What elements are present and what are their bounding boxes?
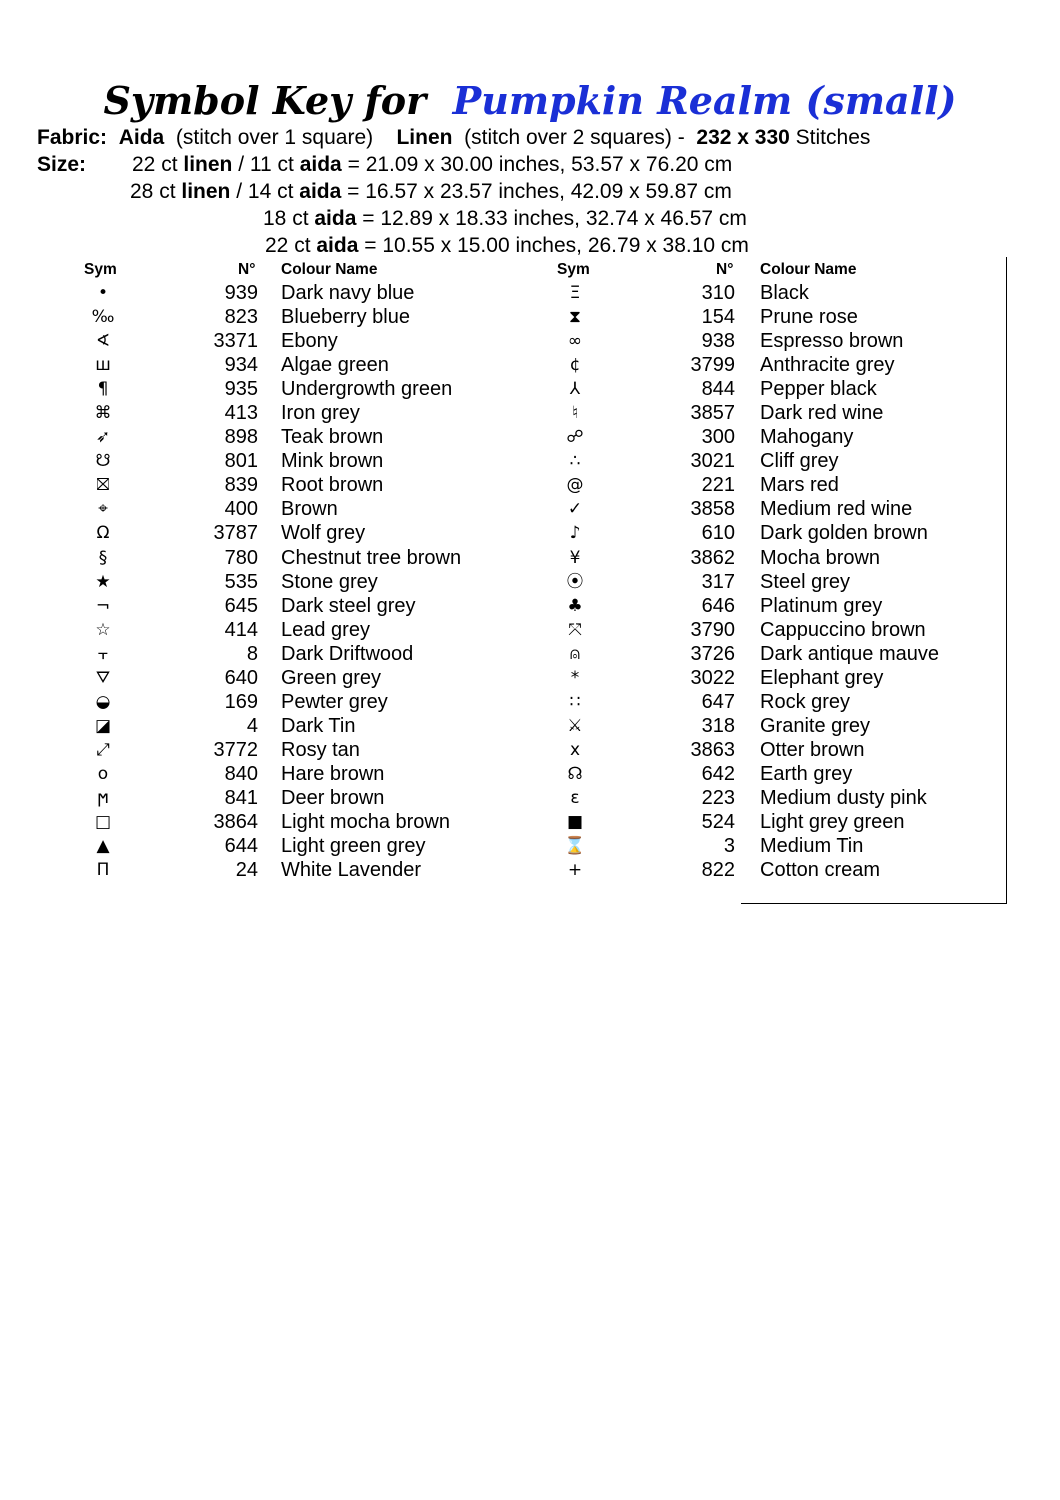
colour-name-cell: Ebony [281, 330, 338, 353]
symbol-cell: ⌘ [94, 403, 112, 424]
thread-number-cell: 413 [224, 402, 258, 425]
colour-name-cell: Dark golden brown [760, 522, 928, 545]
page-title [0, 78, 1060, 124]
size-count: 22 ct [265, 234, 311, 257]
thread-number-cell: 822 [701, 859, 735, 882]
colour-name-cell: Blueberry blue [281, 306, 410, 329]
colour-name-cell: Medium red wine [760, 498, 913, 521]
symbol-cell: ∷ [569, 691, 581, 712]
fabric-linen-note: (stitch over 2 squares) - [464, 126, 685, 149]
colour-name-cell: Medium Tin [760, 835, 864, 858]
symbol-cell: ☍ [566, 427, 584, 448]
symbol-cell: ⌛ [564, 836, 586, 857]
table-row [0, 858, 1000, 882]
symbol-cell: ¥ [569, 547, 581, 568]
size-count: 22 ct [132, 153, 178, 176]
thread-number-cell: 647 [701, 690, 735, 713]
symbol-cell: ➶ [95, 427, 111, 448]
symbol-cell: ∢ [95, 331, 111, 352]
thread-number-cell: 640 [224, 666, 258, 689]
colour-name-cell: Cliff grey [760, 450, 839, 473]
symbol-cell: ⤧ [568, 619, 582, 640]
thread-number-cell: 823 [224, 306, 258, 329]
thread-number-cell: 3857 [690, 402, 735, 425]
table-row [0, 642, 1000, 666]
symbol-cell: Ξ [569, 283, 581, 303]
header-sym: Sym [84, 261, 117, 278]
thread-number-cell: 24 [235, 859, 258, 882]
table-row [0, 377, 1000, 401]
colour-name-cell: Dark red wine [760, 402, 884, 425]
colour-name-cell: Green grey [281, 666, 382, 689]
colour-name-cell: Undergrowth green [281, 378, 453, 401]
colour-name-cell: Prune rose [760, 306, 858, 329]
size-fabric: linen [181, 180, 231, 203]
thread-number-cell: 646 [701, 594, 735, 617]
symbol-cell: ★ [95, 571, 111, 592]
symbol-cell: ☊ [567, 763, 583, 784]
thread-number-cell: 300 [701, 426, 735, 449]
thread-number-cell: 938 [701, 330, 735, 353]
symbol-cell: ⛝ [96, 475, 110, 496]
thread-number-cell: 644 [224, 835, 258, 858]
table-row [0, 786, 1000, 810]
size-count: / 14 ct [236, 180, 294, 203]
symbol-cell: ☋ [95, 451, 111, 472]
thread-number-cell: 3 [723, 835, 735, 858]
thread-number-cell: 8 [246, 642, 258, 665]
symbol-cell: ◒ [95, 691, 111, 712]
thread-number-cell: 400 [224, 498, 258, 521]
symbol-cell: ⚔ [567, 715, 583, 736]
table-row [0, 618, 1000, 642]
size-row [263, 206, 747, 232]
colour-name-cell: Pepper black [760, 378, 877, 401]
thread-number-cell: 801 [224, 450, 258, 473]
table-row [0, 546, 1000, 570]
table-row [0, 329, 1000, 353]
colour-name-cell: Light green grey [281, 835, 426, 858]
table-header [0, 259, 1000, 281]
size-dimensions: = 16.57 x 23.57 inches, 42.09 x 59.87 cm [347, 180, 732, 203]
thread-number-cell: 3371 [213, 330, 258, 353]
table-row [0, 834, 1000, 858]
header-number: N° [716, 261, 734, 278]
table-row [0, 762, 1000, 786]
colour-name-cell: Otter brown [760, 738, 865, 761]
size-count: 18 ct [263, 207, 309, 230]
size-row [265, 233, 749, 259]
thread-number-cell: 414 [224, 618, 258, 641]
colour-name-cell: Chestnut tree brown [281, 546, 462, 569]
symbol-cell: ¶ [97, 379, 109, 400]
colour-name-cell: Stone grey [281, 570, 378, 593]
thread-number-cell: 642 [701, 762, 735, 785]
colour-name-cell: Dark Driftwood [281, 642, 414, 665]
thread-number-cell: 3799 [690, 354, 735, 377]
size-dimensions: = 21.09 x 30.00 inches, 53.57 x 76.20 cm [347, 153, 733, 176]
symbol-cell: Π [96, 860, 110, 881]
size-fabric: aida [299, 153, 342, 176]
colour-name-cell: Brown [281, 498, 338, 521]
size-count: 28 ct [130, 180, 176, 203]
thread-number-cell: 610 [701, 522, 735, 545]
colour-name-cell: Dark steel grey [281, 594, 416, 617]
colour-name-cell: Light mocha brown [281, 811, 450, 834]
table-row [0, 353, 1000, 377]
symbol-cell: ⍝ [569, 643, 581, 664]
colour-name-cell: Iron grey [281, 402, 360, 425]
table-body-right [0, 281, 1000, 882]
colour-name-cell: Hare brown [281, 762, 385, 785]
colour-name-cell: Dark navy blue [281, 282, 415, 304]
symbol-cell: Ω [96, 523, 110, 544]
pattern-name: Pumpkin Realm (small) [452, 78, 957, 123]
header-sym: Sym [557, 261, 590, 278]
symbol-cell: ⌖ [98, 499, 108, 520]
symbol-cell: @ [566, 475, 584, 496]
thread-number-cell: 221 [701, 474, 735, 497]
colour-name-cell: Cotton cream [760, 859, 881, 882]
thread-number-cell: 4 [246, 714, 258, 737]
symbol-cell: ¢ [569, 355, 581, 376]
symbol-cell: • [97, 283, 109, 303]
colour-name-cell: Steel grey [760, 570, 851, 593]
colour-name-cell: White Lavender [281, 859, 422, 882]
size-fabric: aida [316, 234, 359, 257]
symbol-cell: ⅄ [569, 379, 581, 400]
table-row [0, 570, 1000, 594]
thread-number-cell: 223 [701, 786, 735, 809]
symbol-cell: ■ [566, 812, 584, 833]
size-row [130, 179, 732, 205]
thread-number-cell: 3863 [690, 738, 735, 761]
symbol-cell: ɛ [570, 787, 580, 808]
table-border-right [1006, 257, 1007, 904]
table-row [0, 305, 1000, 329]
symbol-cell: ⦿ [566, 571, 584, 592]
table-row [0, 594, 1000, 618]
table-row [0, 473, 1000, 497]
symbol-cell: x [569, 739, 581, 760]
table-row [0, 666, 1000, 690]
symbol-cell: ‰ [91, 307, 115, 328]
table-row [0, 714, 1000, 738]
colour-name-cell: Teak brown [281, 426, 384, 449]
thread-number-cell: 934 [224, 354, 258, 377]
colour-name-cell: Lead grey [281, 618, 370, 641]
fabric-aida-note: (stitch over 1 square) [175, 126, 374, 149]
symbol-cell: ♮ [571, 403, 579, 424]
stitch-count: 232 x 330 [696, 126, 790, 149]
thread-number-cell: 169 [224, 690, 258, 713]
colour-name-cell: Mink brown [281, 450, 384, 473]
table-row [0, 690, 1000, 714]
symbol-cell: ¬ [95, 595, 111, 616]
size-fabric: aida [314, 207, 357, 230]
title-prefix: Symbol Key for [103, 78, 427, 123]
colour-name-cell: Pewter grey [281, 690, 388, 713]
size-count: / 11 ct [238, 153, 294, 176]
colour-name-cell: Earth grey [760, 762, 853, 785]
thread-number-cell: 535 [224, 570, 258, 593]
colour-name-cell: Root brown [281, 474, 384, 497]
symbol-cell: ∴ [569, 451, 581, 472]
table-row [0, 449, 1000, 473]
fabric-line [37, 125, 870, 151]
thread-number-cell: 898 [224, 426, 258, 449]
symbol-cell: * [570, 667, 580, 688]
size-label: Size: [37, 153, 87, 176]
colour-name-cell: Platinum grey [760, 594, 883, 617]
size-dimensions: = 12.89 x 18.33 inches, 32.74 x 46.57 cm [362, 207, 747, 230]
symbol-cell: ⫟ [97, 643, 109, 664]
size-fabric: aida [299, 180, 342, 203]
colour-name-cell: Medium dusty pink [760, 786, 927, 809]
thread-number-cell: 839 [224, 474, 258, 497]
stitches-word: Stitches [795, 126, 871, 149]
thread-number-cell: 3022 [690, 666, 735, 689]
symbol-cell: ◪ [94, 715, 112, 736]
symbol-cell: ⤢ [96, 739, 110, 760]
colour-name-cell: Anthracite grey [760, 354, 895, 377]
colour-name-cell: Light grey green [760, 811, 905, 834]
colour-name-cell: Elephant grey [760, 666, 884, 689]
symbol-cell: ☆ [95, 619, 111, 640]
thread-number-cell: 3772 [213, 738, 258, 761]
thread-number-cell: 841 [224, 786, 258, 809]
thread-number-cell: 310 [701, 282, 735, 304]
thread-number-cell: 154 [701, 306, 735, 329]
symbol-cell: ⛛ [95, 667, 111, 688]
colour-name-cell: Wolf grey [281, 522, 366, 545]
thread-number-cell: 3726 [690, 642, 735, 665]
symbol-cell: □ [94, 812, 112, 833]
colour-name-cell: Mahogany [760, 426, 854, 449]
symbol-cell: ✓ [567, 499, 583, 520]
size-row [132, 152, 732, 178]
size-line-1 [37, 152, 86, 178]
thread-number-cell: 3787 [213, 522, 258, 545]
symbol-cell: ♪ [569, 523, 581, 544]
colour-name-cell: Espresso brown [760, 330, 904, 353]
symbol-table-right [0, 259, 1000, 882]
thread-number-cell: 3021 [690, 450, 735, 473]
colour-name-cell: Rosy tan [281, 738, 360, 761]
thread-number-cell: 840 [224, 762, 258, 785]
thread-number-cell: 3864 [213, 811, 258, 834]
symbol-cell: ϻ [97, 787, 109, 808]
table-row [0, 425, 1000, 449]
colour-name-cell: Black [760, 282, 809, 304]
symbol-cell: ш [95, 355, 111, 376]
size-fabric: linen [183, 153, 233, 176]
table-row [0, 401, 1000, 425]
symbol-cell: o [97, 763, 109, 784]
fabric-label: Fabric: [37, 126, 108, 149]
table-border-bottom [741, 903, 1007, 904]
colour-name-cell: Algae green [281, 354, 389, 377]
size-dimensions: = 10.55 x 15.00 inches, 26.79 x 38.10 cm [364, 234, 749, 257]
table-row [0, 497, 1000, 521]
symbol-cell: ♣ [567, 595, 583, 616]
thread-number-cell: 935 [224, 378, 258, 401]
thread-number-cell: 939 [224, 282, 258, 304]
symbol-cell: ▲ [96, 836, 110, 857]
fabric-linen: Linen [396, 126, 453, 149]
symbol-cell: ⧗ [569, 307, 581, 328]
colour-name-cell: Mars red [760, 474, 839, 497]
header-colour-name: Colour Name [281, 261, 378, 278]
thread-number-cell: 3862 [690, 546, 735, 569]
table-row [0, 810, 1000, 834]
table-row [0, 738, 1000, 762]
colour-name-cell: Dark antique mauve [760, 642, 939, 665]
thread-number-cell: 780 [224, 546, 258, 569]
header-colour-name: Colour Name [760, 261, 857, 278]
thread-number-cell: 317 [701, 570, 735, 593]
colour-name-cell: Rock grey [760, 690, 851, 713]
colour-name-cell: Deer brown [281, 786, 385, 809]
table-row [0, 281, 1000, 305]
thread-number-cell: 3858 [690, 498, 735, 521]
colour-name-cell: Mocha brown [760, 546, 881, 569]
thread-number-cell: 524 [701, 811, 735, 834]
thread-number-cell: 318 [701, 714, 735, 737]
thread-number-cell: 645 [224, 594, 258, 617]
table-row [0, 521, 1000, 545]
thread-number-cell: 3790 [690, 618, 735, 641]
symbol-cell: ∞ [567, 331, 583, 352]
symbol-cell: + [567, 860, 583, 881]
fabric-aida: Aida [118, 126, 165, 149]
header-number: N° [238, 261, 256, 278]
thread-number-cell: 844 [701, 378, 735, 401]
colour-name-cell: Granite grey [760, 714, 871, 737]
colour-name-cell: Cappuccino brown [760, 618, 926, 641]
symbol-cell: § [98, 547, 108, 568]
colour-name-cell: Dark Tin [281, 714, 356, 737]
